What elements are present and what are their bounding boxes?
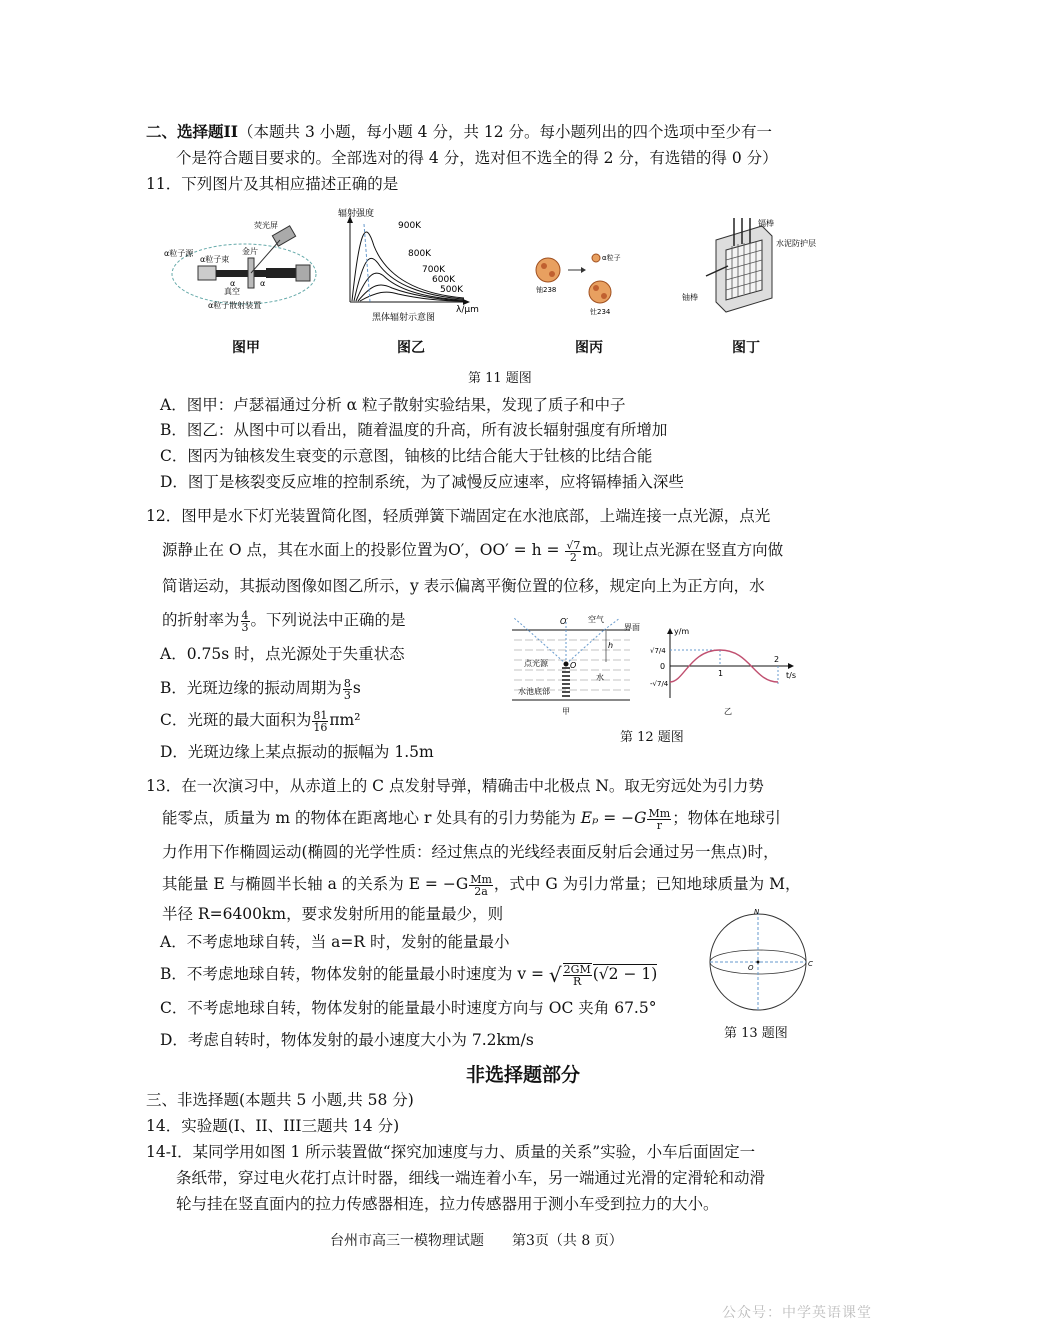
yi-temp-0: 900K [398, 221, 422, 231]
q11-fig-yi-label: 图乙 [397, 340, 425, 356]
q13-ep-formula: Eₚ = −G [580, 809, 647, 827]
q13-option-a: A．不考虑地球自转，当 a=R 时，发射的能量最小 [160, 933, 510, 951]
yi-xlabel: λ/μm [456, 305, 479, 315]
q12-line2 [162, 538, 783, 563]
q11-option-b: B．图乙：从图中可以看出，随着温度的升高，所有波长辐射强度有所增加 [160, 421, 668, 439]
q11-fig-bing [528, 248, 638, 318]
q12-jia-text-6: 水 [596, 673, 604, 682]
q13-line2-a: 能零点，质量为 m 的物体在距离地心 r 处具有的引力势能为 [162, 809, 581, 827]
q13-fig-earth [700, 908, 820, 1014]
q12-caption: 第 12 题图 [620, 730, 684, 745]
q13-option-c: C．不考虑地球自转，物体发射的能量最小时速度方向与 OC 夹角 67.5° [160, 999, 657, 1017]
ding-text-1: 水泥防护层 [776, 239, 816, 248]
q13-fig-text-n: N [754, 908, 760, 916]
yi-temp-3: 600K [432, 275, 456, 285]
q12-line3: 简谐运动，其振动图像如图乙所示，y 表示偏离平衡位置的位移，规定向上为正方向，水 [162, 577, 765, 595]
q12-line2-b: m。现让点光源在竖直方向做 [582, 541, 784, 559]
q12-option-c-a: C．光斑的最大面积为 [160, 711, 312, 729]
q11-fig-ding-label: 图丁 [732, 340, 760, 356]
bing-text-1: 铀238 [536, 286, 557, 294]
q12-option-c-b: πm² [329, 711, 361, 729]
q13-e-num: Mm [470, 872, 492, 886]
q12-line4-a: 的折射率为 [162, 611, 240, 629]
q12-option-d: D．光斑边缘上某点振动的振幅为 1.5m [160, 743, 434, 761]
q11-option-d: D．图丁是核裂变反应堆的控制系统，为了减慢反应速率，应将镉棒插入深些 [160, 473, 684, 491]
q12-jia-text-5: O [570, 661, 577, 670]
q12-yi-ytick-2: -√7/4 [650, 680, 669, 688]
q12-yi-ytick-0: √7/4 [650, 647, 666, 655]
q12-jia-label: 甲 [562, 707, 570, 716]
q12-line4 [162, 608, 406, 633]
q12-option-c-num: 81 [313, 708, 328, 722]
q13-fig-text-o: O [748, 964, 754, 972]
q12-n-num: 4 [241, 608, 249, 622]
q12-option-c-fraction [312, 710, 328, 733]
q12-h-fraction [565, 540, 581, 563]
q12-fig-jia [510, 614, 650, 718]
bing-text-2: 钍234 [590, 308, 611, 316]
section2-title [146, 120, 772, 144]
section2-prefix: 二、 [146, 122, 178, 141]
q13-root-fraction [563, 963, 592, 987]
q11-stem: 11．下列图片及其相应描述正确的是 [146, 175, 399, 193]
q12-option-a: A．0.75s 时，点光源处于失重状态 [160, 645, 405, 663]
q12-option-b-den: 3 [343, 688, 351, 702]
q11-fig-ding [676, 216, 816, 324]
q12-fig-yi [650, 624, 800, 720]
q13-option-b [160, 962, 657, 987]
q13-line5: 半径 R=6400km，要求发射所用的能量最少，则 [162, 905, 504, 923]
q12-option-b-fraction [343, 678, 352, 701]
q12-jia-text-1: 空气 [588, 615, 604, 624]
q13-caption: 第 13 题图 [724, 1026, 788, 1041]
jia-text-1: α粒子源 [164, 249, 194, 258]
q13-line3: 力作用下作椭圆运动(椭圆的光学性质：经过焦点的光线经表面反射后会通过另一焦点)时， [162, 843, 779, 861]
q12-jia-text-3: h [608, 641, 614, 650]
ding-text-0: 镉棒 [758, 219, 774, 228]
section2-title-bold: 选择题II [177, 122, 239, 141]
q13-option-d: D．考虑自转时，物体发射的最小速度大小为 7.2km/s [160, 1031, 534, 1049]
q13-line4-a: 其能量 E 与椭圆半长轴 a 的关系为 E = −G [162, 875, 469, 893]
q12-option-b-a: B．光斑边缘的振动周期为 [160, 679, 342, 697]
q13-ep-num: Mm [648, 806, 671, 820]
q13-option-b-a: B．不考虑地球自转，物体发射的能量最小时速度为 v = [160, 965, 549, 983]
q12-line1: 12．图甲是水下灯光装置简化图，轻质弹簧下端固定在水池底部，上端连接一点光源，点光 [146, 507, 771, 525]
yi-caption: 黑体辐射示意图 [372, 313, 436, 323]
q13-root-sign: √ [548, 963, 562, 987]
q13-line2-b: ；物体在地球引 [672, 809, 781, 827]
q13-ep-den: r [656, 818, 662, 832]
watermark: 公众号：中学英语课堂 [722, 1305, 872, 1321]
q12-jia-text-0: O′ [560, 617, 569, 626]
q12-yi-xtick-1: 2 [774, 655, 780, 664]
yi-temp-1: 800K [408, 249, 432, 259]
jia-text-5: α [260, 279, 266, 288]
q13-ep-fraction [647, 808, 671, 831]
q12-option-b [160, 676, 361, 701]
q12-yi-xtick-0: 1 [718, 669, 724, 678]
q13-fig-text-c: C [808, 960, 813, 968]
q14i-line3: 轮与挂在竖直面内的拉力传感器相连，拉力传感器用于测小车受到拉力的大小。 [176, 1195, 719, 1213]
q14i-line2: 条纸带，穿过电火花打点计时器，细线一端连着小车，另一端通过光滑的定滑轮和动滑 [176, 1169, 766, 1187]
q11-caption: 第 11 题图 [468, 371, 532, 386]
part2-heading: 非选择题部分 [465, 1064, 580, 1086]
q13-e-fraction [469, 874, 493, 897]
q11-fig-jia [162, 218, 322, 318]
q12-h-num: √7 [566, 538, 581, 552]
section3-title: 三、非选择题(本题共 5 小题,共 58 分) [146, 1091, 414, 1109]
q11-option-a: A．图甲：卢瑟福通过分析 α 粒子散射实验结果，发现了质子和中子 [160, 396, 626, 414]
q13-e-den: 2a [474, 884, 488, 898]
q13-line4 [162, 872, 800, 897]
q12-n-fraction [241, 610, 250, 633]
q12-line2-a: 源静止在 O 点，其在水面上的投影位置为O′，OO′ = h = [162, 541, 565, 559]
q13-line4-b: ，式中 G 为引力常量；已知地球质量为 M， [493, 875, 801, 893]
q13-line1: 13．在一次演习中，从赤道上的 C 点发射导弹，精确击中北极点 N。取无穷远处为引力势 [146, 777, 764, 795]
q13-root-num: 2GM [563, 963, 591, 976]
q12-yi-xlabel: t/s [786, 671, 796, 680]
q14-title: 14．实验题(I、II、III三题共 14 分) [146, 1117, 400, 1135]
q12-n-den: 3 [241, 620, 249, 634]
q12-yi-ylabel: y/m [674, 627, 690, 636]
q12-option-c [160, 708, 360, 733]
q14i-line1: 14-I．某同学用如图 1 所示装置做“探究加速度与力、质量的关系”实验，小车后面固定一 [146, 1143, 756, 1161]
section2-intro-1: （本题共 3 小题，每小题 4 分，共 12 分。每小题列出的四个选项中至少有一 [238, 123, 773, 141]
q11-option-c: C．图丙为铀核发生衰变的示意图，铀核的比结合能大于钍核的比结合能 [160, 447, 653, 465]
q12-option-c-den: 16 [313, 720, 328, 734]
q12-yi-ytick-1: 0 [660, 662, 666, 671]
q12-yi-label: 乙 [724, 707, 732, 716]
jia-text-4: α [230, 279, 236, 288]
section2-intro-2: 个是符合题目要求的。全部选对的得 4 分，选对但不选全的得 2 分，有选错的得 0 分） [176, 149, 778, 167]
q12-jia-text-7: 水池底部 [518, 687, 550, 696]
q11-fig-jia-label: 图甲 [232, 340, 260, 356]
q13-root-den: R [573, 975, 582, 988]
q12-jia-text-2: 界面 [624, 623, 640, 632]
yi-temp-2: 700K [422, 265, 446, 275]
yi-temp-4: 500K [440, 285, 464, 295]
q12-option-b-b: s [352, 679, 361, 697]
yi-ylabel: 辐射强度 [338, 209, 375, 219]
jia-text-3: 金片 [242, 247, 258, 256]
q11-fig-bing-label: 图丙 [575, 340, 603, 356]
jia-text-0: 荧光屏 [254, 221, 278, 230]
page-footer: 台州市高三一模物理试题 第3页（共 8 页） [330, 1233, 623, 1249]
q12-line4-b: 。下列说法中正确的是 [250, 611, 406, 629]
q12-h-den: 2 [569, 550, 577, 564]
jia-text-7: α粒子散射装置 [208, 301, 262, 310]
q13-option-b-b: (√2 − 1) [592, 965, 658, 983]
q11-fig-yi [336, 206, 496, 326]
q13-line2 [162, 806, 781, 831]
bing-text-0: α粒子 [602, 254, 621, 262]
q12-jia-text-4: 点光源 [524, 659, 548, 668]
jia-text-2: α粒子束 [200, 255, 230, 264]
jia-text-6: 真空 [224, 287, 240, 296]
ding-text-2: 铀棒 [682, 293, 698, 302]
q12-option-b-num: 8 [343, 676, 351, 690]
